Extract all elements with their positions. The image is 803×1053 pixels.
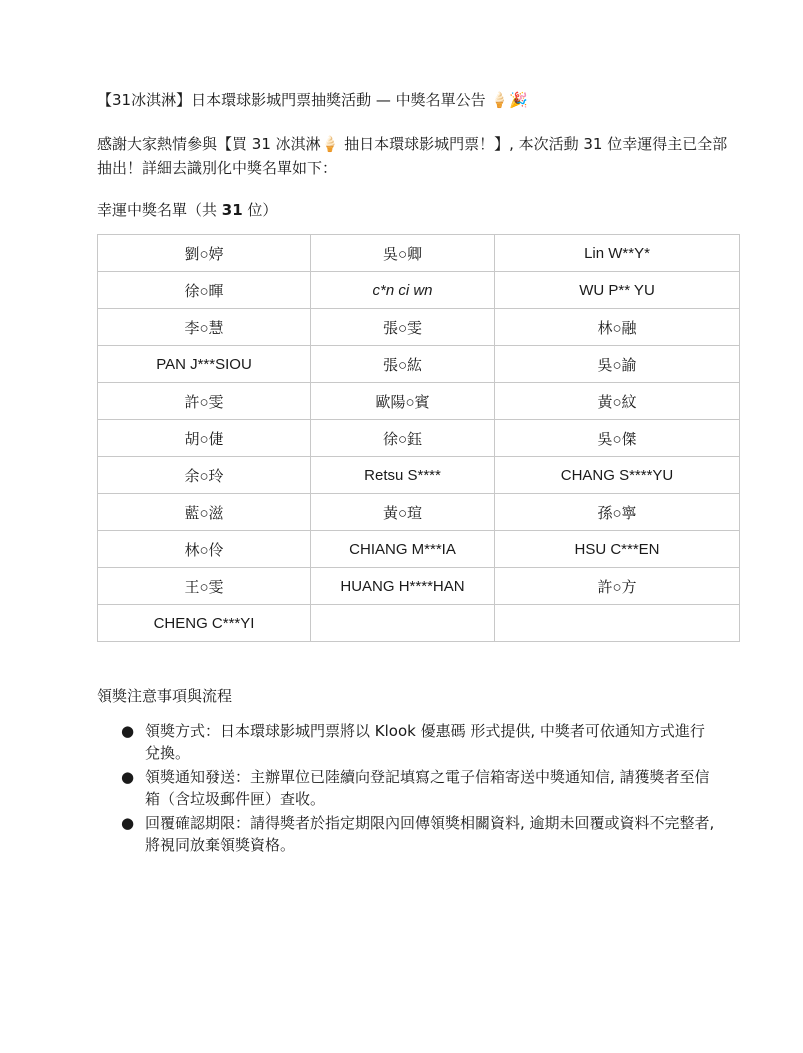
winner-cell: 王○雯 [98,568,311,605]
winner-cell: 黃○紋 [495,383,740,420]
table-row [98,272,740,309]
winners-heading [97,198,739,222]
winner-cell-empty [311,605,495,642]
winner-cell: 林○融 [495,309,740,346]
winner-cell: 吳○諭 [495,346,740,383]
winner-cell: 胡○倢 [98,420,311,457]
bullet-icon: ● [121,722,135,740]
table-row [98,568,740,605]
bullet-icon: ● [121,768,135,786]
winner-cell: 歐陽○賓 [311,383,495,420]
winner-cell: HSU C***EN [495,531,740,568]
table-row [98,235,740,272]
page-title: 【31冰淇淋】日本環球影城門票抽獎活動 — 中獎名單公告 🍦🎉 [97,91,528,109]
winner-cell: CHENG C***YI [98,605,311,642]
announcement-document [97,88,739,858]
winner-cell: c*n ci wn [311,272,495,309]
winners-heading-prefix: 幸運中獎名單（共 [97,201,222,219]
list-item [121,720,715,764]
winner-cell: 孫○寧 [495,494,740,531]
winner-cell: CHANG S****YU [495,457,740,494]
notes-heading: 領獎注意事項與流程 [97,687,233,705]
winner-cell: 李○慧 [98,309,311,346]
winner-cell: 張○紘 [311,346,495,383]
table-row [98,309,740,346]
winner-cell: PAN J***SIOU [98,346,311,383]
table-row [98,420,740,457]
table-row [98,383,740,420]
winner-cell: CHIANG M***IA [311,531,495,568]
winner-cell: WU P** YU [495,272,740,309]
bullet-icon: ● [121,814,135,832]
winner-cell-empty [495,605,740,642]
winner-cell: Lin W**Y* [495,235,740,272]
winner-cell: 林○伶 [98,531,311,568]
winner-cell: 黃○瑄 [311,494,495,531]
table-row [98,457,740,494]
note-text: 回覆確認期限：請得獎者於指定期限內回傳領獎相關資料, 逾期未回覆或資料不完整者, 將視同放棄領獎資格。 [145,814,715,854]
notes-list [97,720,739,856]
table-row [98,346,740,383]
winner-cell: 許○方 [495,568,740,605]
winner-cell: 劉○婷 [98,235,311,272]
table-row [98,494,740,531]
winner-cell: 徐○鈺 [311,420,495,457]
winner-cell: 吳○卿 [311,235,495,272]
winner-cell: 張○雯 [311,309,495,346]
list-item [121,766,715,810]
intro-paragraph: 感謝大家熱情參與【買 31 冰淇淋🍦 抽日本環球影城門票！】, 本次活動 31 位幸運得主已全部抽出！詳細去識別化中獎名單如下： [97,135,728,177]
winners-count: 31 [221,201,243,219]
winner-cell: 藍○滋 [98,494,311,531]
winner-cell: 徐○暉 [98,272,311,309]
note-text: 領獎通知發送：主辦單位已陸續向登記填寫之電子信箱寄送中獎通知信, 請獲獎者至信箱（含垃圾郵件匣）查收。 [145,768,710,808]
table-row [98,531,740,568]
winner-cell: 許○雯 [98,383,311,420]
note-text: 領獎方式：日本環球影城門票將以 Klook 優惠碼 形式提供, 中獎者可依通知方式進行兌換。 [145,722,705,762]
winner-cell: Retsu S**** [311,457,495,494]
winners-heading-suffix: 位） [242,201,278,219]
winners-table [97,234,740,642]
winner-cell: 余○玲 [98,457,311,494]
winner-cell: 吳○傑 [495,420,740,457]
winner-cell: HUANG H****HAN [311,568,495,605]
list-item [121,812,715,856]
table-row [98,605,740,642]
